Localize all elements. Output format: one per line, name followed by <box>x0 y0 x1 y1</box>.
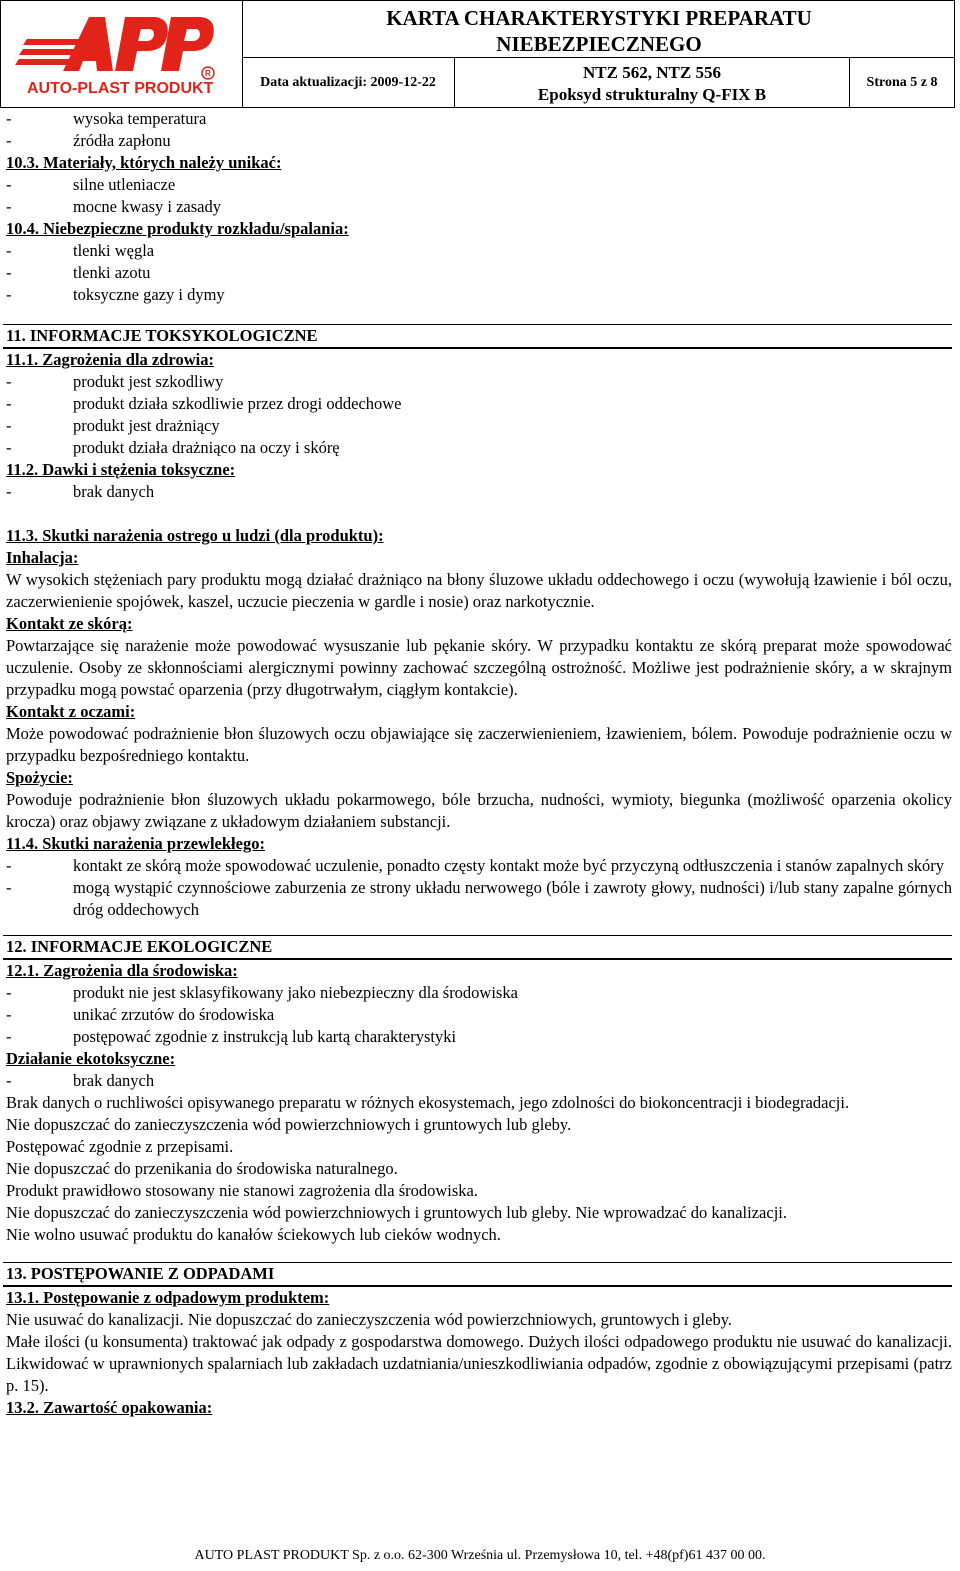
subsection-heading: 11.4. Skutki narażenia przewlekłego: <box>6 834 265 853</box>
svg-text:R: R <box>205 69 211 78</box>
list-item: - tlenki azotu <box>6 263 151 282</box>
list-item: - kontakt ze skórą może spowodować uczulenie, ponadto częsty kontakt może być przyczyną odtłuszczenia i stanów zapalnych skóry <box>6 856 944 875</box>
eye-contact-text: Może powodować podrażnienie błon śluzowych oczu objawiające się zaczerwienieniem, łzawieniem, bólem. Powoduje podrażnienie oczu w przypadku bezpośredniego kontaktu. <box>6 724 952 765</box>
paragraph: Nie dopuszczać do zanieczyszczenia wód powierzchniowych i gruntowych lub gleby. Nie wprowadzać do kanalizacji. <box>6 1203 787 1222</box>
subsection-heading: 11.1. Zagrożenia dla zdrowia: <box>6 350 214 369</box>
list-item: - produkt nie jest sklasyfikowany jako niebezpieczny dla środowiska <box>6 983 518 1002</box>
list-item: - tlenki węgla <box>6 241 155 260</box>
list-item: - brak danych <box>6 1071 155 1090</box>
list-item: - unikać zrzutów do środowiska <box>6 1005 275 1024</box>
ingestion-text: Powoduje podrażnienie błon śluzowych układu pokarmowego, bóle brzucha, nudności, wymioty, biegunka (możliwość oparzenia okolicy krocza) oraz objawy związane z układowym działaniem substancji. <box>6 790 952 831</box>
document-title <box>242 1 956 57</box>
subsection-heading: 10.3. Materiały, których należy unikać: <box>6 153 282 172</box>
ingestion-heading: Spożycie: <box>6 768 73 787</box>
paragraph: Nie usuwać do kanalizacji. Nie dopuszczać do zanieczyszczenia wód powierzchniowych, gruntowych i gleby. <box>6 1310 733 1329</box>
title-line-1: KARTA CHARAKTERYSTYKI PREPARATU <box>386 6 812 30</box>
paragraph: Nie dopuszczać do przenikania do środowiska naturalnego. <box>6 1159 398 1178</box>
product-description: Epoksyd strukturalny Q-FIX B <box>537 85 767 104</box>
section-title: 13. POSTĘPOWANIE Z ODPADAMI <box>3 1262 952 1287</box>
eye-contact-heading: Kontakt z oczami: <box>6 702 136 721</box>
update-date: Data aktualizacji: 2009-12-22 <box>242 57 455 108</box>
list-item: - toksyczne gazy i dymy <box>6 285 225 304</box>
ecotoxicity-heading: Działanie ekotoksyczne: <box>6 1049 176 1068</box>
paragraph: Nie wolno usuwać produktu do kanałów ściekowych lub cieków wodnych. <box>6 1225 501 1244</box>
subsection-heading: 13.2. Zawartość opakowania: <box>6 1398 213 1417</box>
company-logo <box>1 1 243 107</box>
document-body <box>6 108 952 1419</box>
section-title: 12. INFORMACJE EKOLOGICZNE <box>3 935 952 960</box>
section-title: 11. INFORMACJE TOKSYKOLOGICZNE <box>3 324 952 349</box>
paragraph: Brak danych o ruchliwości opisywanego preparatu w różnych ekosystemach, jego zdolności do biokoncentracji i biodegradacji. <box>6 1093 850 1112</box>
list-item: - produkt jest drażniący <box>6 416 220 435</box>
subsection-heading: 11.3. Skutki narażenia ostrego u ludzi (dla produktu): <box>6 526 384 545</box>
subsection-heading: 13.1. Postępowanie z odpadowym produktem: <box>6 1288 330 1307</box>
list-item: - produkt działa drażniąco na oczy i skórę <box>6 438 340 457</box>
inhalation-heading: Inhalacja: <box>6 548 79 567</box>
skin-contact-text: Powtarzające się narażenie może powodować wysuszanie lub pękanie skóry. W przypadku kontaktu ze skórą preparat może spowodować uczulenie. Osoby ze skłonnościami alergicznymi powinny zachować szczególną ostrożność. Możliwe jest podrażnienie skóry, a w skrajnym przypadku mogą powstać oparzenia (przy długotrwałym, ciągłym kontakcie). <box>6 636 952 699</box>
skin-contact-heading: Kontakt ze skórą: <box>6 614 133 633</box>
list-item: - produkt działa szkodliwie przez drogi oddechowe <box>6 394 402 413</box>
list-item: - mocne kwasy i zasady <box>6 197 221 216</box>
list-item: - brak danych <box>6 482 155 501</box>
subsection-heading: 10.4. Niebezpieczne produkty rozkładu/spalania: <box>6 219 349 238</box>
list-item: - wysoka temperatura <box>6 109 207 128</box>
page-footer: AUTO PLAST PRODUKT Sp. z o.o. 62-300 Września ul. Przemysłowa 10, tel. +48(pf)61 437 00 00. <box>194 1548 766 1563</box>
inhalation-text: W wysokich stężeniach pary produktu mogą działać drażniąco na błony śluzowe układu oddechowego i oczu (wywołują łzawienie i ból oczu, zaczerwienienie spojówek, kaszel, uczucie pieczenia w gardle i nosie) oraz narkotycznie. <box>6 570 952 611</box>
list-item: - postępować zgodnie z instrukcją lub kartą charakterystyki <box>6 1027 457 1046</box>
list-item: - silne utleniacze <box>6 175 176 194</box>
title-line-2: NIEBEZPIECZNEGO <box>496 32 702 56</box>
list-item: - źródła zapłonu <box>6 131 171 150</box>
subsection-heading: 12.1. Zagrożenia dla środowiska: <box>6 961 238 980</box>
paragraph: Postępować zgodnie z przepisami. <box>6 1137 234 1156</box>
product-name <box>455 57 850 107</box>
paragraph: Małe ilości (u konsumenta) traktować jak odpady z gospodarstwa domowego. Dużych ilości odpadowego produktu nie usuwać do kanalizacji. Likwidować w uprawnionych spalarniach lub zakładach uzdatniania/unieszkodliwiania odpadów, zgodnie z obowiązującymi przepisami (patrz p. 15). <box>6 1332 952 1395</box>
paragraph: Produkt prawidłowo stosowany nie stanowi zagrożenia dla środowiska. <box>6 1181 478 1200</box>
document-header <box>0 0 955 108</box>
page-number: Strona 5 z 8 <box>850 57 954 108</box>
list-item: - mogą wystąpić czynnościowe zaburzenia ze strony układu nerwowego (bóle i zawroty głowy, nudności) i/lub stany zapalne górnych dróg oddechowych <box>6 878 952 919</box>
paragraph: Nie dopuszczać do zanieczyszczenia wód powierzchniowych i gruntowych lub gleby. <box>6 1115 572 1134</box>
app-logo-graphic <box>1 1 241 107</box>
list-item: - produkt jest szkodliwy <box>6 372 224 391</box>
logo-subtitle: AUTO-PLAST PRODUKT <box>27 80 214 97</box>
subsection-heading: 11.2. Dawki i stężenia toksyczne: <box>6 460 236 479</box>
product-codes: NTZ 562, NTZ 556 <box>583 63 721 82</box>
